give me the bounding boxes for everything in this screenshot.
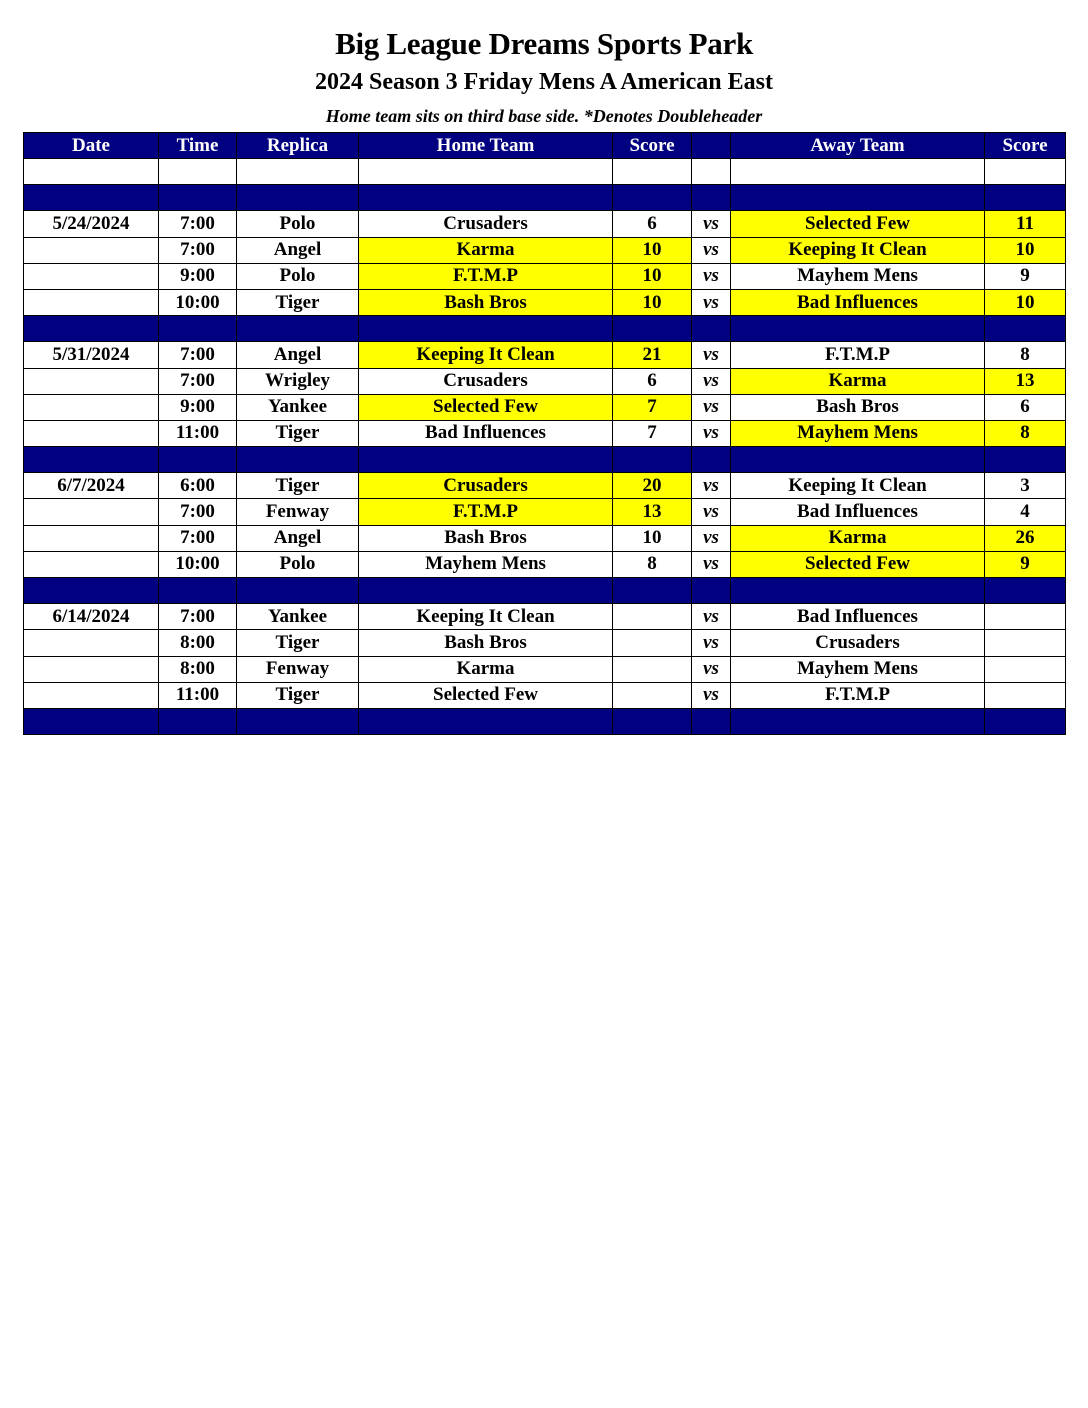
home-team: Karma xyxy=(359,656,613,682)
game-replica: Tiger xyxy=(237,473,359,499)
away-score: 11 xyxy=(985,211,1066,237)
game-replica: Angel xyxy=(237,525,359,551)
game-row xyxy=(24,656,1066,682)
game-time: 11:00 xyxy=(159,420,237,446)
home-score: 7 xyxy=(613,420,692,446)
home-team: Bash Bros xyxy=(359,630,613,656)
game-time: 10:00 xyxy=(159,551,237,577)
away-score xyxy=(985,656,1066,682)
vs-label: vs xyxy=(692,263,731,289)
game-row xyxy=(24,289,1066,315)
away-team: F.T.M.P xyxy=(731,682,985,708)
away-score: 6 xyxy=(985,394,1066,420)
column-header-home-score: Score xyxy=(613,133,692,159)
game-time: 7:00 xyxy=(159,499,237,525)
schedule-table xyxy=(23,132,1066,735)
vs-label: vs xyxy=(692,473,731,499)
game-time: 6:00 xyxy=(159,473,237,499)
away-score: 13 xyxy=(985,368,1066,394)
separator-row xyxy=(24,447,1066,473)
vs-label: vs xyxy=(692,604,731,630)
game-row xyxy=(24,263,1066,289)
home-team: F.T.M.P xyxy=(359,499,613,525)
game-date xyxy=(24,368,159,394)
game-date xyxy=(24,499,159,525)
game-date xyxy=(24,656,159,682)
away-team: Selected Few xyxy=(731,551,985,577)
game-replica: Tiger xyxy=(237,420,359,446)
column-header-vs xyxy=(692,133,731,159)
away-score: 26 xyxy=(985,525,1066,551)
separator-row xyxy=(24,708,1066,734)
vs-label: vs xyxy=(692,368,731,394)
home-score: 8 xyxy=(613,551,692,577)
home-team: Keeping It Clean xyxy=(359,604,613,630)
away-team: Karma xyxy=(731,368,985,394)
home-team: Karma xyxy=(359,237,613,263)
vs-label: vs xyxy=(692,551,731,577)
vs-label: vs xyxy=(692,656,731,682)
game-replica: Angel xyxy=(237,237,359,263)
game-row xyxy=(24,420,1066,446)
game-time: 11:00 xyxy=(159,682,237,708)
away-score: 3 xyxy=(985,473,1066,499)
game-row xyxy=(24,682,1066,708)
home-team: F.T.M.P xyxy=(359,263,613,289)
game-replica: Wrigley xyxy=(237,368,359,394)
vs-label: vs xyxy=(692,525,731,551)
home-score: 10 xyxy=(613,525,692,551)
home-team: Crusaders xyxy=(359,473,613,499)
page-note: Home team sits on third base side. *Denotes Doubleheader xyxy=(325,106,763,126)
game-date xyxy=(24,682,159,708)
vs-label: vs xyxy=(692,342,731,368)
game-date: 6/7/2024 xyxy=(24,473,159,499)
home-team: Mayhem Mens xyxy=(359,551,613,577)
column-header-time: Time xyxy=(159,133,237,159)
vs-label: vs xyxy=(692,420,731,446)
away-score xyxy=(985,604,1066,630)
away-team: Keeping It Clean xyxy=(731,473,985,499)
column-header-away-score: Score xyxy=(985,133,1066,159)
game-date: 5/24/2024 xyxy=(24,211,159,237)
game-date xyxy=(24,394,159,420)
game-row xyxy=(24,499,1066,525)
away-team: Karma xyxy=(731,525,985,551)
away-team: Bad Influences xyxy=(731,289,985,315)
away-score: 4 xyxy=(985,499,1066,525)
home-team: Keeping It Clean xyxy=(359,342,613,368)
away-team: Bad Influences xyxy=(731,499,985,525)
game-date xyxy=(24,420,159,446)
game-time: 7:00 xyxy=(159,211,237,237)
home-team: Selected Few xyxy=(359,682,613,708)
page-title: Big League Dreams Sports Park xyxy=(335,26,753,61)
away-team: Bad Influences xyxy=(731,604,985,630)
separator-row xyxy=(24,578,1066,604)
game-replica: Fenway xyxy=(237,656,359,682)
game-time: 10:00 xyxy=(159,289,237,315)
home-score: 10 xyxy=(613,289,692,315)
home-score: 20 xyxy=(613,473,692,499)
away-score: 10 xyxy=(985,289,1066,315)
column-header-date: Date xyxy=(24,133,159,159)
game-replica: Yankee xyxy=(237,604,359,630)
home-score: 6 xyxy=(613,211,692,237)
away-score xyxy=(985,682,1066,708)
game-date xyxy=(24,237,159,263)
away-team: Crusaders xyxy=(731,630,985,656)
game-time: 9:00 xyxy=(159,263,237,289)
home-score xyxy=(613,604,692,630)
blank-row xyxy=(24,159,1066,185)
home-team: Selected Few xyxy=(359,394,613,420)
home-score: 10 xyxy=(613,263,692,289)
home-score xyxy=(613,656,692,682)
column-header-away-team: Away Team xyxy=(731,133,985,159)
separator-row xyxy=(24,316,1066,342)
home-team: Crusaders xyxy=(359,368,613,394)
home-score: 21 xyxy=(613,342,692,368)
game-row xyxy=(24,394,1066,420)
game-time: 7:00 xyxy=(159,525,237,551)
away-team: Bash Bros xyxy=(731,394,985,420)
game-row xyxy=(24,211,1066,237)
vs-label: vs xyxy=(692,630,731,656)
game-replica: Yankee xyxy=(237,394,359,420)
away-team: Mayhem Mens xyxy=(731,420,985,446)
game-row xyxy=(24,368,1066,394)
away-team: Mayhem Mens xyxy=(731,263,985,289)
game-time: 7:00 xyxy=(159,604,237,630)
game-row xyxy=(24,237,1066,263)
game-time: 8:00 xyxy=(159,656,237,682)
game-date xyxy=(24,289,159,315)
home-team: Bash Bros xyxy=(359,289,613,315)
column-header-replica: Replica xyxy=(237,133,359,159)
separator-row xyxy=(24,185,1066,211)
vs-label: vs xyxy=(692,499,731,525)
game-date xyxy=(24,263,159,289)
game-replica: Angel xyxy=(237,342,359,368)
game-row xyxy=(24,342,1066,368)
game-replica: Fenway xyxy=(237,499,359,525)
away-team: Keeping It Clean xyxy=(731,237,985,263)
home-score: 6 xyxy=(613,368,692,394)
game-time: 8:00 xyxy=(159,630,237,656)
away-team: F.T.M.P xyxy=(731,342,985,368)
game-time: 7:00 xyxy=(159,237,237,263)
home-team: Crusaders xyxy=(359,211,613,237)
game-replica: Tiger xyxy=(237,289,359,315)
game-replica: Polo xyxy=(237,551,359,577)
away-score: 9 xyxy=(985,551,1066,577)
game-row xyxy=(24,630,1066,656)
game-replica: Tiger xyxy=(237,682,359,708)
game-date xyxy=(24,525,159,551)
page-subtitle: 2024 Season 3 Friday Mens A American East xyxy=(314,69,773,95)
away-score: 9 xyxy=(985,263,1066,289)
game-replica: Polo xyxy=(237,263,359,289)
game-date xyxy=(24,551,159,577)
away-team: Selected Few xyxy=(731,211,985,237)
vs-label: vs xyxy=(692,289,731,315)
home-score: 13 xyxy=(613,499,692,525)
home-team: Bash Bros xyxy=(359,525,613,551)
game-replica: Tiger xyxy=(237,630,359,656)
vs-label: vs xyxy=(692,211,731,237)
game-time: 9:00 xyxy=(159,394,237,420)
game-row xyxy=(24,551,1066,577)
column-header-home-team: Home Team xyxy=(359,133,613,159)
home-score: 7 xyxy=(613,394,692,420)
home-score xyxy=(613,682,692,708)
header-row xyxy=(24,133,1066,159)
game-time: 7:00 xyxy=(159,368,237,394)
game-row xyxy=(24,604,1066,630)
home-team: Bad Influences xyxy=(359,420,613,446)
vs-label: vs xyxy=(692,682,731,708)
away-team: Mayhem Mens xyxy=(731,656,985,682)
away-score: 8 xyxy=(985,342,1066,368)
away-score: 8 xyxy=(985,420,1066,446)
schedule-body xyxy=(24,159,1066,735)
vs-label: vs xyxy=(692,237,731,263)
game-row xyxy=(24,525,1066,551)
game-time: 7:00 xyxy=(159,342,237,368)
vs-label: vs xyxy=(692,394,731,420)
game-row xyxy=(24,473,1066,499)
away-score xyxy=(985,630,1066,656)
home-score xyxy=(613,630,692,656)
game-replica: Polo xyxy=(237,211,359,237)
game-date: 5/31/2024 xyxy=(24,342,159,368)
away-score: 10 xyxy=(985,237,1066,263)
game-date xyxy=(24,630,159,656)
home-score: 10 xyxy=(613,237,692,263)
game-date: 6/14/2024 xyxy=(24,604,159,630)
